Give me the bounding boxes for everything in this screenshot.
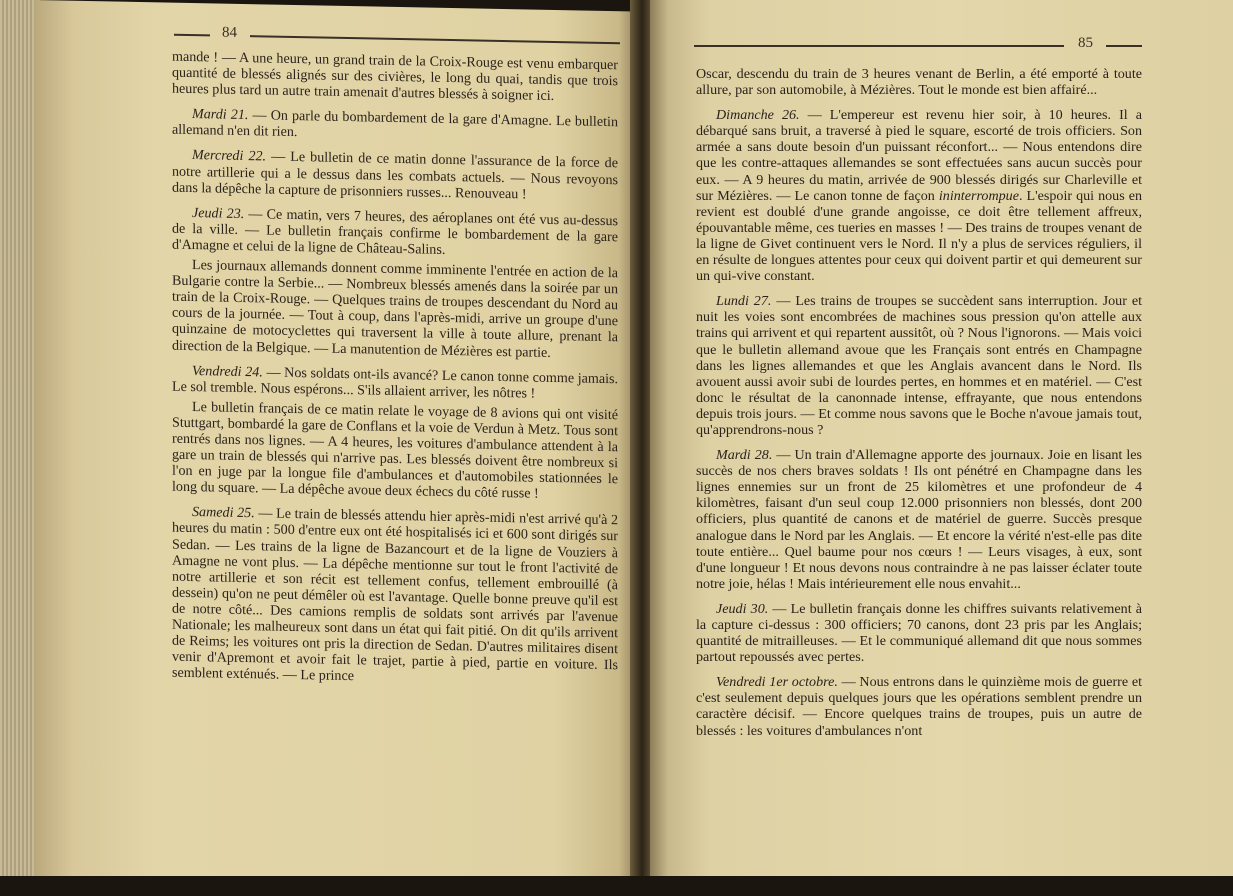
- paragraph: Jeudi 30. — Le bulletin français donne les chiffres suivants relativement à la capture ci-dessus : 300 officiers; 70 canons, dont 23 pris par les Anglais; quantité de mitrailleuses. — Et le communiqué allemand dit que nous sommes partout repoussés avec pertes.: [696, 600, 1142, 666]
- right-page: [650, 0, 1233, 880]
- book-bottom-shadow: [0, 876, 1233, 896]
- header-rule-short: [1106, 45, 1142, 47]
- header-rule-long: [250, 35, 620, 44]
- paragraph: Mercredi 22. — Le bulletin de ce matin donne l'assurance de la force de notre artillerie qui a le dessus dans les combats actuels. — Nous revoyons dans la dépêche la capture de prisonniers russes... Renouveau !: [172, 147, 618, 203]
- left-page: [34, 0, 634, 892]
- left-page-text: [172, 49, 618, 690]
- left-page-number: 84: [222, 24, 237, 41]
- paragraph: Oscar, descendu du train de 3 heures venant de Berlin, a été emporté à toute allure, par son automobile, à Mézières. Tout le monde est bien affairé...: [696, 66, 1142, 99]
- paragraph: Mardi 28. — Un train d'Allemagne apporte des journaux. Joie en lisant les succès de nos chers braves soldats ! Ils ont pénétré en Champagne dans les lignes ennemies sur un front de 25 kilomètres et une profondeur de 4 kilomètres, faisant d'un seul coup 12.000 prisonniers non blessés, dont 200 officiers, plus quantité de canons et de matériel de guerre. Succès presque analogue dans le Nord par les Anglais. — Et encore la vérité n'est-elle pas dite toute entière... Quel baume pour nos cœurs ! — Leurs visages, à eux, sont d'une longueur ! Et nous devons nous contraindre à ne pas laisser éclater toute notre joie, hélas ! Mais intérieurement elle nous envahit...: [696, 447, 1143, 592]
- paragraph: Lundi 27. — Les trains de troupes se succèdent sans interruption. Jour et nuit les voies sont encombrées de machines sous pression qu'on attelle aux trains qui arrivent et qui repartent aussitôt, où ? Nous l'ignorons. — Mais voici que le bulletin allemand avoue que les Français sont entrés en Champagne dans les lignes allemandes et que les Anglais avancent dans le Nord. Ils avouent aussi avoir subi de lourdes pertes, en hommes et en matériel. — C'est donc le résultat de la canonnade intense, effrayante, que nous entendons depuis trois jours. — Et comme nous savons que le Boche n'avoue jamais tout, qu'apprendrons-nous ?: [696, 293, 1142, 438]
- header-rule-short: [174, 34, 210, 36]
- paragraph: Dimanche 26. — L'empereur est revenu hier soir, à 10 heures. Il a débarqué sans bruit, a traversé à pied le square, escorté de trois officiers. Son armée a sans doute besoin d'un puissant réconfort... — Nous entendons dire que les contre-attaques allemandes se sont effectuées sans aucun succès pour eux. — A 9 heures du matin, arrivée de 900 blessés dirigés sur Charleville et sur Mézières. — Le canon tonne de façon ininterrompue. L'espoir qui nous en revient est doublé d'une grande angoisse, ce doit être tellement affreux, épouvantable même, ces tueries en masses ! — Des trains de troupes venant de la ligne de Givet continuent vers le Nord. Il n'y a plus de services réguliers, il en résulte de longues attentes pour ceux qui doivent partir et qui demeurent sur un qui-vive constant.: [696, 107, 1142, 285]
- paragraph: Vendredi 24. — Nos soldats ont-ils avancé? Le canon tonne comme jamais. Le sol tremble. Nous espérons... S'ils allaient arriver, les nôtres !: [172, 362, 619, 402]
- paragraph: Mardi 21. — On parle du bombardement de la gare d'Amagne. Le bulletin allemand n'en dit rien.: [172, 106, 618, 141]
- header-rule-long: [694, 45, 1064, 47]
- right-page-number: 85: [1078, 35, 1093, 51]
- paragraph: Le bulletin français de ce matin relate le voyage de 8 avions qui ont visité Stuttgart, bombardé la gare de Conflans et la voie de Verdun à Metz. Tous sont rentrés dans nos lignes. — A 4 heures, les voitures d'ambulance attendent à la gare un train de blessés qui n'arrive pas. Les blessés doivent être nombreux si l'on en juge par la longue file d'ambulances et d'automobiles stationnées le long du square. — La dépêche avoue deux échecs du côté russe !: [172, 398, 618, 502]
- paragraph: Jeudi 23. — Ce matin, vers 7 heures, des aéroplanes ont été vus au-dessus de la ville. — Le bulletin français confirme le bombardement de la gare d'Amagne et celui de la ligne de Château-Salins.: [172, 204, 618, 258]
- paragraph: Les journaux allemands donnent comme imminente l'entrée en action de la Bulgarie contre la Serbie... — Nombreux blessés amenés dans la soirée par un train de la Croix-Rouge. — Quelques trains de troupes descendant du Nord au cours de la journée. — Tout à coup, dans l'après-midi, arrive un groupe d'une quinzaine de motocyclettes qui traversent la ville à toute allure, prenant la direction de la Belgique. — La manutention de Mézières est partie.: [172, 257, 618, 361]
- paragraph: Samedi 25. — Le train de blessés attendu hier après-midi n'est arrivé qu'à 2 heures du matin : 500 d'entre eux ont été hospitalisés ici et 600 sont dirigés sur Sedan. — Les trains de la ligne de Bazancourt et de la ligne de Vouziers à Amagne ne vont plus. — La dépêche mentionne sur tout le front l'activité de notre artillerie et son récit est tellement confus, tellement embrouillé (à dessein) qu'on ne peut démêler où est l'avantage. Quelle bonne preuve qu'il est de notre côté... Des camions remplis de soldats sont arrivés par l'avenue Nationale; les malheureux sont dans un état qui fait pitié. On dit qu'ils arrivent de Reims; les voitures ont pris la direction de Sedan. D'autres militaires disent venir d'Apremont et avoir fait le trajet, partie à pied, partie en voiture. Ils semblent exténués. — Le prince: [172, 504, 619, 685]
- paragraph: Vendredi 1er octobre. — Nous entrons dans le quinzième mois de guerre et c'est seulement depuis quelques jours que les opérations semblent prendre un caractère décisif. — Encore quelques trains de troupes, puis un autre de blessés : les voitures d'ambulances n'ont: [696, 674, 1142, 739]
- right-page-text: [696, 66, 1142, 739]
- paragraph: mande ! — A une heure, un grand train de la Croix-Rouge est venu embarquer quantité de blessés alignés sur des civières, le long du quai, tandis que trois heures plus tard un autre train amenait d'autres blessés à soigner ici.: [172, 48, 618, 105]
